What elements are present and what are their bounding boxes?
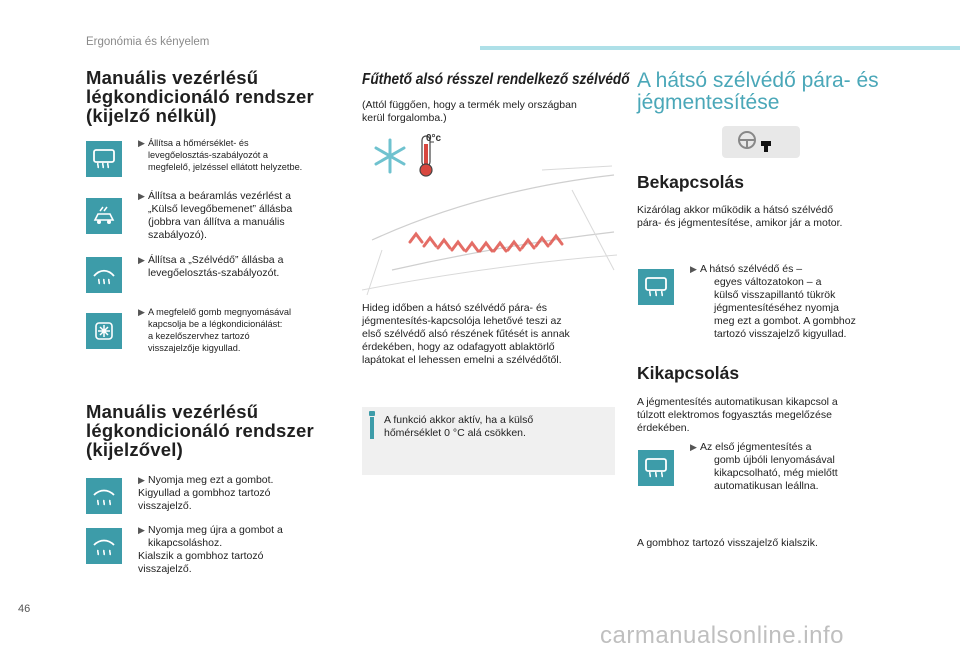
switch-on-text: Kizárólag akkor működik a hátsó szélvédő pára- és jégmentesítése, amikor jár a motor. xyxy=(637,204,843,229)
bullet-icon: ▶ xyxy=(138,255,145,265)
heating-elements xyxy=(410,234,562,251)
bullet-icon: ▶ xyxy=(138,307,145,317)
rear-defrost-button-icon xyxy=(86,478,122,514)
section-header: Ergonómia és kényelem xyxy=(86,36,210,48)
bullet-icon: ▶ xyxy=(690,264,697,274)
bullet-icon: ▶ xyxy=(138,525,145,535)
instruction-temperature: ▶ Állítsa a hőmérséklet- és levegőelosztás-szabályozót a megfelelő, jelzéssel ellátott helyzetbe. xyxy=(138,138,303,172)
header-rule xyxy=(480,46,960,50)
watermark: carmanualsonline.info xyxy=(600,622,844,649)
heated-windscreen-body: Hideg időben a hátsó szélvédő pára- és jégmentesítés-kapcsolója lehetővé teszi az első szélvédő alsó részének fűtését is annak érdekében, hogy az odafagyott ablaktörlő lapátokat el lehessen emelni a szélvédőtől. xyxy=(362,302,570,366)
info-icon-bar xyxy=(370,417,374,439)
instruction-rear-defrost-on: ▶ A hátsó szélvédő és – egyes változatokon – a külső visszapillantó tükrök jégmentesítéséhez nyomja meg ezt a gombot. A gombhoz tartozó visszajelző kigyullad. xyxy=(690,263,856,340)
info-note-box xyxy=(362,407,615,475)
heading-rear-defrost: A hátsó szélvédő pára- és jégmentesítése xyxy=(637,69,879,114)
bullet-icon: ▶ xyxy=(138,138,145,148)
heading-switch-off: Kikapcsolás xyxy=(637,363,740,383)
instruction-rear-defrost-off: ▶ Az első jégmentesítés a gomb újbóli lenyomásával kikapcsolható, még mielőtt automatikusan leállna. xyxy=(690,441,838,492)
info-icon xyxy=(369,411,375,416)
instruction-press-button: ▶ Nyomja meg ezt a gombot. Kigyullad a gombhoz tartozó visszajelző. xyxy=(138,474,274,512)
indicator-off-text: A gombhoz tartozó visszajelző kialszik. xyxy=(637,537,818,549)
intro-text: (Attól függően, hogy a termék mely országban kerül forgalomba.) xyxy=(362,99,577,124)
rear-defrost-button-icon xyxy=(638,269,674,305)
heading-manual-ac-no-display: Manuális vezérlésű légkondicionáló rendszer (kijelző nélkül) xyxy=(86,67,314,126)
instruction-ac-on: ▶ A megfelelő gomb megnyomásával kapcsolja be a légkondicionálást: a kezelőszervhez tartozó visszajelzője kigyullad. xyxy=(138,307,291,353)
temperature-label: 0°c xyxy=(426,133,442,144)
rear-defrost-button-icon xyxy=(86,528,122,564)
windscreen-distribution-icon xyxy=(86,257,122,293)
air-intake-icon xyxy=(86,198,122,234)
heading-heated-windscreen: Fűthető alsó résszel rendelkező szélvédő xyxy=(362,71,630,88)
page-number: 46 xyxy=(18,603,31,615)
ac-snowflake-icon xyxy=(86,313,122,349)
switch-off-text: A jégmentesítés automatikusan kikapcsol a túlzott elektromos fogyasztás megelőzése érdekében. xyxy=(637,396,838,434)
instruction-windscreen: ▶ Állítsa a „Szélvédő” állásba a levegőelosztás-szabályozót. xyxy=(138,254,284,279)
snowflake-icon xyxy=(376,140,404,172)
info-note-text: A funkció akkor aktív, ha a külső hőmérséklet 0 °C alá csökken. xyxy=(384,414,534,439)
instruction-air-intake: ▶ Állítsa a beáramlás vezérlést a „Külső levegőbemenet” állásba (jobbra van állítva a manuális szabályozó). xyxy=(138,190,293,241)
dashboard-control-icon xyxy=(721,125,801,159)
heading-switch-on: Bekapcsolás xyxy=(637,172,745,192)
bullet-icon: ▶ xyxy=(690,442,697,452)
windscreen-illustration xyxy=(362,130,617,298)
heading-manual-ac-display: Manuális vezérlésű légkondicionáló rendszer (kijelzővel) xyxy=(86,401,314,460)
bullet-icon: ▶ xyxy=(138,475,145,485)
bullet-icon: ▶ xyxy=(138,191,145,201)
instruction-press-again: ▶ Nyomja meg újra a gombot a kikapcsoláshoz. Kialszik a gombhoz tartozó visszajelző. xyxy=(138,524,283,575)
rear-defrost-button-icon xyxy=(638,450,674,486)
rear-defrost-button-icon xyxy=(86,141,122,177)
